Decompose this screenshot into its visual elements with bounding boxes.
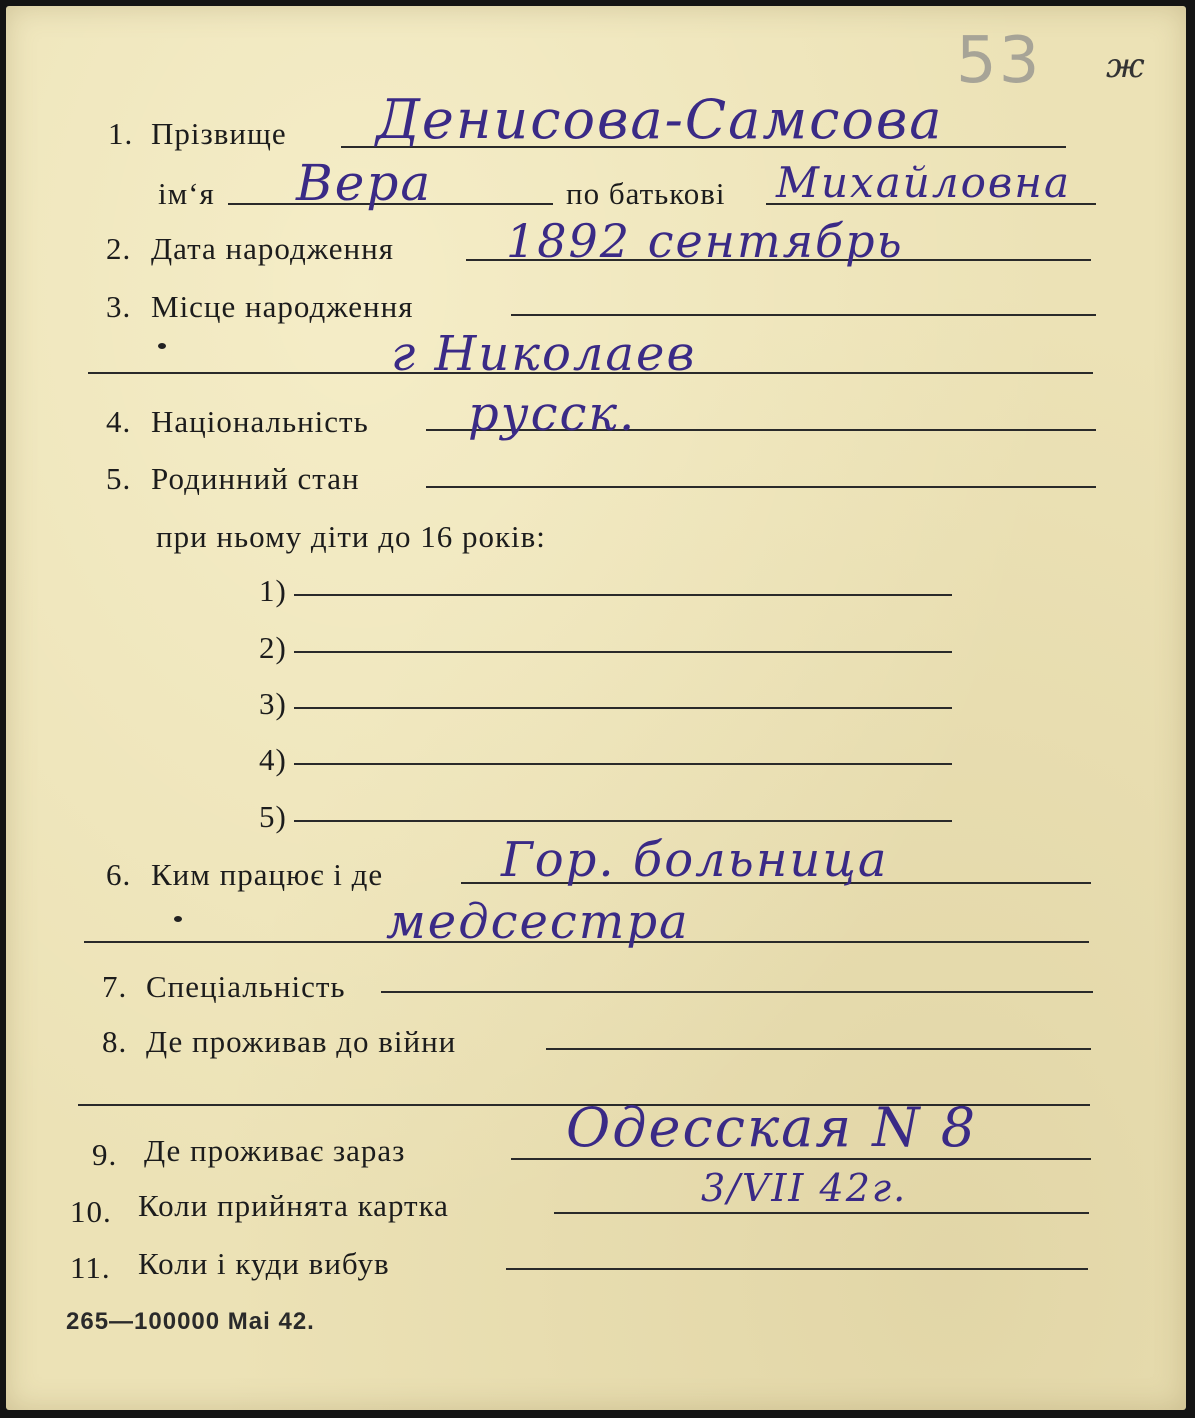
child-3-label: 3) (259, 686, 287, 721)
occupation-value: медсестра (386, 894, 690, 950)
children-label: при ньому діти до 16 років: (156, 519, 546, 554)
field-11-number: 11. (70, 1250, 111, 1285)
first-name-label: ім‘я (158, 176, 215, 211)
child-1-label: 1) (259, 573, 287, 608)
field-2-number: 2. (106, 231, 132, 266)
field-10-number: 10. (70, 1194, 112, 1229)
child-2-line (294, 651, 952, 653)
punch-hole (174, 916, 182, 922)
child-5-line (294, 820, 952, 822)
field-8-number: 8. (102, 1024, 128, 1059)
field-6-number: 6. (106, 857, 132, 892)
card-accepted-value: 3/VII 42г. (701, 1166, 908, 1210)
field-4-number: 4. (106, 404, 132, 439)
patronymic-value: Михайловна (776, 158, 1072, 207)
archive-letter: ж (1106, 46, 1147, 86)
departed-label: Коли і куди вибув (138, 1246, 390, 1281)
nationality-value: русск. (468, 386, 637, 442)
birth-place-label: Місце народження (151, 289, 414, 324)
field-3-number: 3. (106, 289, 132, 324)
workplace-value: Гор. больница (501, 832, 889, 888)
current-residence-label: Де проживає зараз (144, 1133, 406, 1168)
birth-place-value: г Николаев (391, 326, 697, 382)
birth-date-value: 1892 сентябрь (506, 214, 904, 268)
prewar-residence-line-1 (546, 1048, 1091, 1050)
child-3-line (294, 707, 952, 709)
card-accepted-label: Коли прийнята картка (138, 1188, 449, 1223)
field-5-number: 5. (106, 461, 132, 496)
archive-number: 53 (956, 24, 1042, 98)
print-mark: 265—100000 Mai 42. (66, 1308, 315, 1335)
field-1-number: 1. (108, 116, 134, 151)
child-2-label: 2) (259, 630, 287, 665)
field-9-number: 9. (92, 1137, 118, 1172)
surname-label: Прізвище (151, 116, 287, 151)
first-name-value: Вера (296, 154, 433, 212)
birth-date-label: Дата народження (151, 231, 394, 266)
child-4-label: 4) (259, 742, 287, 777)
child-1-line (294, 594, 952, 596)
surname-value: Денисова-Самсова (376, 88, 944, 151)
specialty-line (381, 991, 1093, 993)
prewar-residence-label: Де проживав до війни (146, 1024, 457, 1059)
nationality-label: Національність (151, 404, 369, 439)
child-5-label: 5) (259, 799, 287, 834)
patronymic-label: по батькові (566, 176, 726, 211)
marital-status-line (426, 486, 1096, 488)
marital-status-label: Родинний стан (151, 461, 360, 496)
birth-place-line-1 (511, 314, 1096, 316)
punch-hole (158, 343, 166, 349)
departed-line (506, 1268, 1088, 1270)
specialty-label: Спеціальність (146, 969, 346, 1004)
registration-card (6, 6, 1186, 1410)
child-4-line (294, 763, 952, 765)
field-7-number: 7. (102, 969, 128, 1004)
card-accepted-line (554, 1212, 1089, 1214)
workplace-label: Ким працює і де (151, 857, 384, 892)
current-residence-value: Одесская N 8 (566, 1096, 978, 1159)
